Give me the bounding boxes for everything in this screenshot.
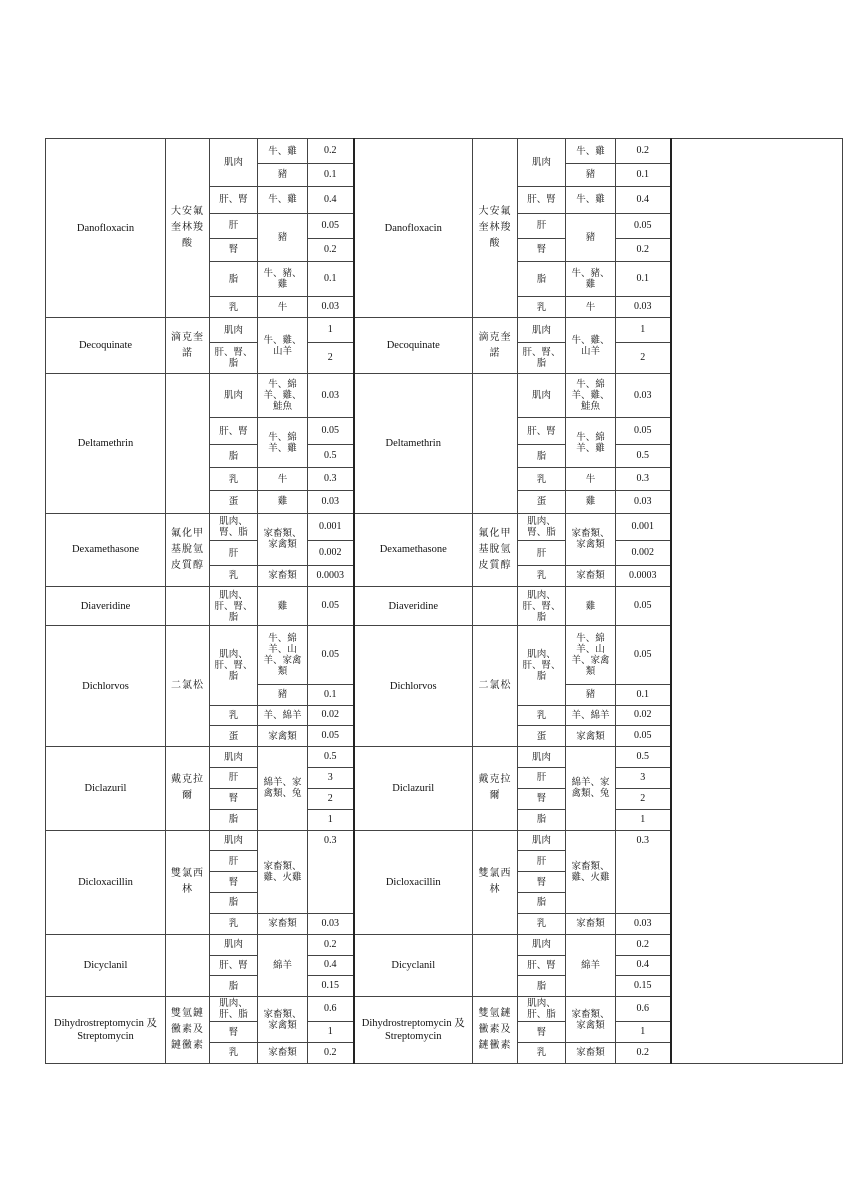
right-tissue-cell: 肌肉 [518, 934, 566, 955]
left-species-cell: 牛、豬、雞 [258, 261, 308, 296]
right-species-cell: 家畜類、雞、火雞 [566, 830, 616, 913]
right-mrl-value: 0.1 [616, 261, 671, 296]
residue-limit-table [45, 138, 843, 1064]
left-drug-name-en: Dicloxacillin [46, 830, 166, 934]
right-drug-name-en: Dexamethasone [354, 513, 473, 586]
left-drug-name-en: Dicyclanil [46, 934, 166, 996]
left-tissue-cell: 肝 [210, 851, 258, 872]
right-mrl-value: 0.002 [616, 541, 671, 566]
left-tissue-cell: 肝、腎 [210, 418, 258, 445]
left-mrl-value: 2 [308, 788, 354, 809]
right-tissue-cell: 肝、腎、脂 [518, 343, 566, 374]
left-tissue-cell: 乳 [210, 913, 258, 934]
left-species-cell: 牛、綿羊、雞、鮭魚 [258, 374, 308, 418]
right-tissue-cell: 肌肉 [518, 747, 566, 768]
left-tissue-cell: 肌肉 [210, 830, 258, 851]
left-mrl-value: 0.1 [308, 164, 354, 187]
left-mrl-value: 2 [308, 343, 354, 374]
left-mrl-value: 0.6 [308, 997, 354, 1022]
left-tissue-cell: 肝、腎 [210, 955, 258, 976]
left-drug-name-zh: 雙氯西林 [166, 830, 210, 934]
right-tissue-cell: 腎 [518, 1022, 566, 1043]
left-species-cell: 家畜類 [258, 913, 308, 934]
left-species-cell: 牛、綿羊、山羊、家禽類 [258, 626, 308, 684]
left-drug-name-en: Decoquinate [46, 318, 166, 374]
left-species-cell: 牛、雞 [258, 186, 308, 213]
left-mrl-value: 0.0003 [308, 566, 354, 587]
right-tissue-cell: 肌肉 [518, 830, 566, 851]
right-species-cell: 牛、綿羊、雞、鮭魚 [566, 374, 616, 418]
left-mrl-value: 3 [308, 768, 354, 789]
right-species-cell: 家禽類 [566, 726, 616, 747]
left-species-cell: 家畜類、家禽類 [258, 997, 308, 1043]
left-drug-name-zh: 二氯松 [166, 626, 210, 747]
right-tissue-cell: 肌肉 [518, 139, 566, 187]
right-mrl-value: 0.02 [616, 705, 671, 726]
left-tissue-cell: 肌肉 [210, 747, 258, 768]
right-tissue-cell: 腎 [518, 788, 566, 809]
left-tissue-cell: 肌肉、肝、腎、脂 [210, 586, 258, 626]
left-mrl-value: 0.05 [308, 213, 354, 238]
left-tissue-cell: 肌肉、肝、脂 [210, 997, 258, 1022]
right-species-cell: 牛 [566, 297, 616, 318]
right-mrl-value: 2 [616, 788, 671, 809]
right-species-cell: 牛、綿羊、雞 [566, 418, 616, 468]
left-mrl-value: 0.2 [308, 139, 354, 164]
left-tissue-cell: 乳 [210, 705, 258, 726]
left-tissue-cell: 脂 [210, 809, 258, 830]
left-drug-name-zh: 滴克奎諾 [166, 318, 210, 374]
left-tissue-cell: 脂 [210, 261, 258, 296]
left-mrl-value: 0.03 [308, 913, 354, 934]
right-mrl-value: 0.6 [616, 997, 671, 1022]
left-drug-name-en: Danofloxacin [46, 139, 166, 318]
right-tissue-cell: 腎 [518, 238, 566, 261]
right-species-cell: 牛、雞 [566, 139, 616, 164]
right-species-cell: 家畜類 [566, 566, 616, 587]
right-drug-name-en: Dihydrostreptomycin 及 Streptomycin [354, 997, 473, 1064]
right-tissue-cell: 肌肉、肝、腎、脂 [518, 626, 566, 705]
left-species-cell: 雞 [258, 586, 308, 626]
right-species-cell: 豬 [566, 164, 616, 187]
right-mrl-value: 0.03 [616, 913, 671, 934]
right-tissue-cell: 肌肉 [518, 374, 566, 418]
right-tissue-cell: 脂 [518, 976, 566, 997]
right-species-cell: 家畜類 [566, 1042, 616, 1063]
left-drug-name-en: Dichlorvos [46, 626, 166, 747]
right-species-cell: 豬 [566, 684, 616, 705]
right-species-cell: 牛 [566, 468, 616, 491]
left-tissue-cell: 肌肉 [210, 934, 258, 955]
right-species-cell: 雞 [566, 586, 616, 626]
right-tissue-cell: 肝 [518, 541, 566, 566]
left-tissue-cell: 蛋 [210, 491, 258, 514]
right-mrl-value: 0.5 [616, 747, 671, 768]
right-species-cell: 家畜類 [566, 913, 616, 934]
right-tissue-cell: 乳 [518, 913, 566, 934]
right-tissue-cell: 蛋 [518, 491, 566, 514]
left-mrl-value: 0.2 [308, 934, 354, 955]
left-tissue-cell: 乳 [210, 297, 258, 318]
left-mrl-value: 0.03 [308, 297, 354, 318]
table-row [46, 139, 843, 164]
right-tissue-cell: 肝、腎 [518, 955, 566, 976]
left-tissue-cell: 肌肉、肝、腎、脂 [210, 626, 258, 705]
left-tissue-cell: 脂 [210, 445, 258, 468]
right-drug-name-en: Diclazuril [354, 747, 473, 830]
right-drug-name-zh [473, 586, 518, 626]
right-tissue-cell: 脂 [518, 893, 566, 914]
right-species-cell: 牛、豬、雞 [566, 261, 616, 296]
right-tissue-cell: 脂 [518, 809, 566, 830]
left-mrl-value: 0.05 [308, 418, 354, 445]
left-mrl-value: 0.2 [308, 1042, 354, 1063]
right-tissue-cell: 蛋 [518, 726, 566, 747]
right-mrl-value: 1 [616, 1022, 671, 1043]
right-mrl-value: 2 [616, 343, 671, 374]
right-mrl-value: 0.05 [616, 418, 671, 445]
left-tissue-cell: 乳 [210, 1042, 258, 1063]
right-tissue-cell: 肌肉 [518, 318, 566, 343]
right-tissue-cell: 肝、腎 [518, 186, 566, 213]
left-species-cell: 家畜類、家禽類 [258, 513, 308, 565]
left-species-cell: 豬 [258, 684, 308, 705]
left-mrl-value: 0.3 [308, 468, 354, 491]
left-species-cell: 家畜類 [258, 1042, 308, 1063]
right-drug-name-zh: 滴克奎諾 [473, 318, 518, 374]
right-tissue-cell: 肝 [518, 851, 566, 872]
left-species-cell: 雞 [258, 491, 308, 514]
right-species-cell: 家畜類、家禽類 [566, 997, 616, 1043]
right-tissue-cell: 肝 [518, 768, 566, 789]
right-mrl-value: 0.03 [616, 297, 671, 318]
right-tissue-cell: 脂 [518, 445, 566, 468]
left-tissue-cell: 腎 [210, 238, 258, 261]
left-drug-name-zh: 氟化甲基脫氫皮質醇 [166, 513, 210, 586]
left-tissue-cell: 肝、腎 [210, 186, 258, 213]
left-tissue-cell: 肌肉 [210, 318, 258, 343]
right-mrl-value: 0.03 [616, 491, 671, 514]
left-tissue-cell: 乳 [210, 566, 258, 587]
right-mrl-value: 0.05 [616, 586, 671, 626]
right-tissue-cell: 肌肉、肝、腎、脂 [518, 586, 566, 626]
left-mrl-value: 0.15 [308, 976, 354, 997]
left-species-cell: 牛 [258, 468, 308, 491]
right-tissue-cell: 肌肉、腎、脂 [518, 513, 566, 540]
right-mrl-value: 0.05 [616, 213, 671, 238]
right-mrl-value: 0.0003 [616, 566, 671, 587]
left-species-cell: 綿羊 [258, 934, 308, 996]
left-species-cell: 家禽類 [258, 726, 308, 747]
left-mrl-value: 1 [308, 1022, 354, 1043]
right-species-cell: 豬 [566, 213, 616, 261]
left-tissue-cell: 肌肉 [210, 139, 258, 187]
right-drug-name-en: Dicloxacillin [354, 830, 473, 934]
right-species-cell: 牛、綿羊、山羊、家禽類 [566, 626, 616, 684]
right-drug-name-zh: 戴克拉爾 [473, 747, 518, 830]
right-mrl-value: 0.4 [616, 955, 671, 976]
right-drug-name-zh: 二氯松 [473, 626, 518, 747]
right-drug-name-zh: 雙氫鏈黴素及鏈黴素 [473, 997, 518, 1064]
left-species-cell: 家畜類、雞、火雞 [258, 830, 308, 913]
left-tissue-cell: 脂 [210, 893, 258, 914]
left-mrl-value: 0.2 [308, 238, 354, 261]
left-species-cell: 牛、綿羊、雞 [258, 418, 308, 468]
right-mrl-value: 0.2 [616, 934, 671, 955]
right-drug-name-en: Deltamethrin [354, 374, 473, 514]
left-species-cell: 牛、雞 [258, 139, 308, 164]
right-tissue-cell: 乳 [518, 705, 566, 726]
right-tissue-cell: 乳 [518, 297, 566, 318]
right-species-cell: 雞 [566, 491, 616, 514]
right-species-cell: 家畜類、家禽類 [566, 513, 616, 565]
left-drug-name-zh [166, 374, 210, 514]
right-species-cell: 牛、雞、山羊 [566, 318, 616, 374]
right-drug-name-en: Diaveridine [354, 586, 473, 626]
right-tissue-cell: 乳 [518, 566, 566, 587]
left-tissue-cell: 肌肉 [210, 374, 258, 418]
right-mrl-value: 0.2 [616, 1042, 671, 1063]
left-species-cell: 豬 [258, 164, 308, 187]
blank-column [671, 139, 843, 1064]
right-species-cell: 牛、雞 [566, 186, 616, 213]
right-mrl-value: 1 [616, 809, 671, 830]
right-mrl-value: 0.1 [616, 164, 671, 187]
left-tissue-cell: 乳 [210, 468, 258, 491]
left-species-cell: 牛 [258, 297, 308, 318]
right-tissue-cell: 乳 [518, 1042, 566, 1063]
left-drug-name-en: Dihydrostreptomycin 及 Streptomycin [46, 997, 166, 1064]
left-species-cell: 牛、雞、山羊 [258, 318, 308, 374]
right-drug-name-zh: 雙氯西林 [473, 830, 518, 934]
right-drug-name-zh: 大安氟奎林羧酸 [473, 139, 518, 318]
left-mrl-value: 0.5 [308, 445, 354, 468]
right-tissue-cell: 肝、腎 [518, 418, 566, 445]
left-mrl-value: 0.002 [308, 541, 354, 566]
left-tissue-cell: 脂 [210, 976, 258, 997]
right-tissue-cell: 腎 [518, 872, 566, 893]
left-drug-name-en: Dexamethasone [46, 513, 166, 586]
right-mrl-value: 0.03 [616, 374, 671, 418]
right-tissue-cell: 乳 [518, 468, 566, 491]
right-mrl-value: 0.05 [616, 626, 671, 684]
right-drug-name-en: Dichlorvos [354, 626, 473, 747]
left-tissue-cell: 肝 [210, 768, 258, 789]
right-species-cell: 羊、綿羊 [566, 705, 616, 726]
left-mrl-value: 0.03 [308, 374, 354, 418]
left-tissue-cell: 腎 [210, 872, 258, 893]
right-mrl-value: 0.3 [616, 830, 671, 913]
left-tissue-cell: 蛋 [210, 726, 258, 747]
left-mrl-value: 0.001 [308, 513, 354, 540]
left-mrl-value: 0.4 [308, 955, 354, 976]
left-tissue-cell: 肌肉、腎、脂 [210, 513, 258, 540]
right-mrl-value: 0.4 [616, 186, 671, 213]
right-mrl-value: 0.5 [616, 445, 671, 468]
left-tissue-cell: 肝 [210, 541, 258, 566]
right-species-cell: 綿羊、家禽類、兔 [566, 747, 616, 830]
left-mrl-value: 0.5 [308, 747, 354, 768]
left-mrl-value: 0.3 [308, 830, 354, 913]
right-mrl-value: 1 [616, 318, 671, 343]
left-mrl-value: 0.05 [308, 626, 354, 684]
left-drug-name-zh: 雙氫鏈黴素及鏈黴素 [166, 997, 210, 1064]
left-species-cell: 家畜類 [258, 566, 308, 587]
left-species-cell: 豬 [258, 213, 308, 261]
right-mrl-value: 0.1 [616, 684, 671, 705]
left-drug-name-en: Diclazuril [46, 747, 166, 830]
left-mrl-value: 0.03 [308, 491, 354, 514]
right-drug-name-zh [473, 374, 518, 514]
left-drug-name-en: Diaveridine [46, 586, 166, 626]
left-mrl-value: 0.4 [308, 186, 354, 213]
left-drug-name-zh: 大安氟奎林羧酸 [166, 139, 210, 318]
right-mrl-value: 0.15 [616, 976, 671, 997]
left-species-cell: 綿羊、家禽類、兔 [258, 747, 308, 830]
right-mrl-value: 0.001 [616, 513, 671, 540]
left-mrl-value: 0.05 [308, 586, 354, 626]
left-tissue-cell: 肝、腎、脂 [210, 343, 258, 374]
left-drug-name-en: Deltamethrin [46, 374, 166, 514]
right-tissue-cell: 肌肉、肝、脂 [518, 997, 566, 1022]
left-mrl-value: 0.02 [308, 705, 354, 726]
right-species-cell: 綿羊 [566, 934, 616, 996]
left-tissue-cell: 腎 [210, 788, 258, 809]
right-mrl-value: 0.2 [616, 238, 671, 261]
left-tissue-cell: 肝 [210, 213, 258, 238]
right-tissue-cell: 肝 [518, 213, 566, 238]
right-drug-name-en: Dicyclanil [354, 934, 473, 996]
right-mrl-value: 0.3 [616, 468, 671, 491]
right-tissue-cell: 脂 [518, 261, 566, 296]
right-drug-name-zh [473, 934, 518, 996]
left-mrl-value: 0.1 [308, 684, 354, 705]
right-drug-name-en: Danofloxacin [354, 139, 473, 318]
right-mrl-value: 0.05 [616, 726, 671, 747]
left-drug-name-zh: 戴克拉爾 [166, 747, 210, 830]
right-mrl-value: 0.2 [616, 139, 671, 164]
left-mrl-value: 0.05 [308, 726, 354, 747]
right-mrl-value: 3 [616, 768, 671, 789]
left-drug-name-zh [166, 934, 210, 996]
left-mrl-value: 1 [308, 809, 354, 830]
left-tissue-cell: 腎 [210, 1022, 258, 1043]
left-mrl-value: 0.1 [308, 261, 354, 296]
right-drug-name-zh: 氟化甲基脫氫皮質醇 [473, 513, 518, 586]
right-drug-name-en: Decoquinate [354, 318, 473, 374]
left-species-cell: 羊、綿羊 [258, 705, 308, 726]
left-mrl-value: 1 [308, 318, 354, 343]
left-drug-name-zh [166, 586, 210, 626]
